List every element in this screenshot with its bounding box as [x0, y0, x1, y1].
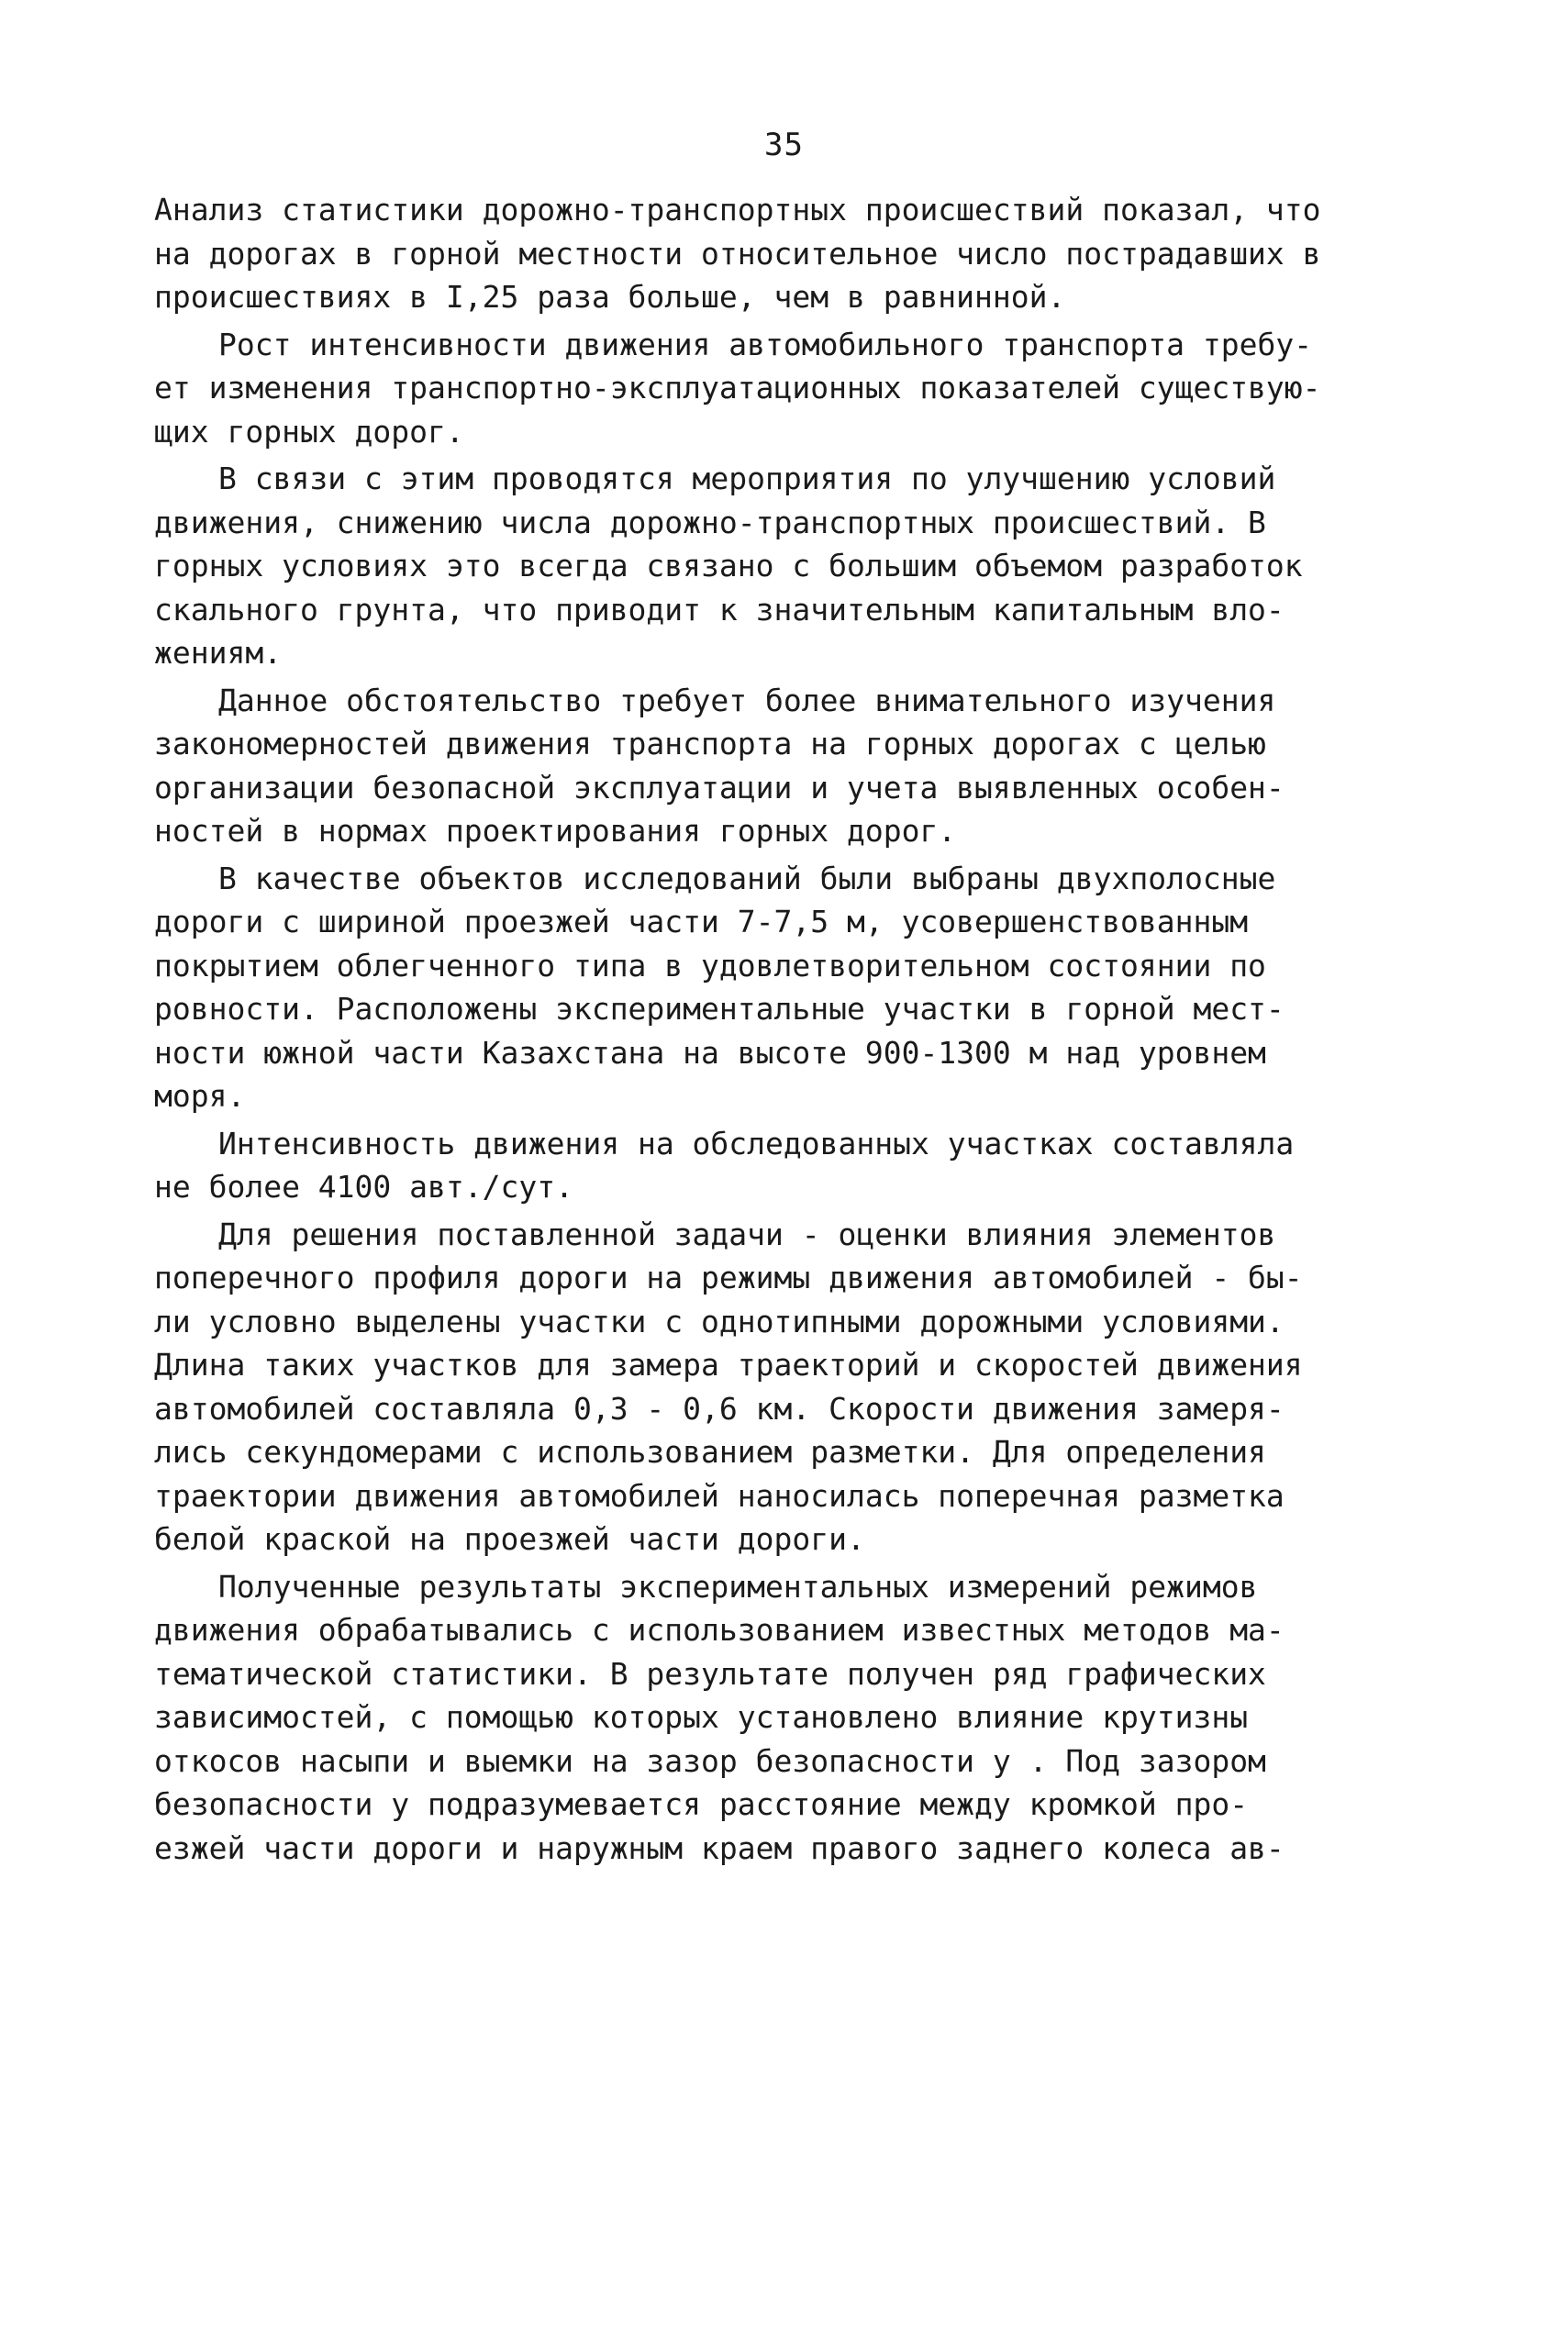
text-line: В связи с этим проводятся мероприятия по улучшению условий	[218, 461, 1276, 496]
text-line: моря.	[154, 1078, 246, 1114]
text-line: ности южной части Казахстана на высоте 900-1300 м над уровнем	[154, 1034, 1266, 1071]
paragraph	[154, 1213, 1329, 1562]
text-line: ровности. Расположены экспериментальные участки в горной мест-	[154, 991, 1284, 1027]
paragraph	[154, 1122, 1329, 1209]
text-line: ет изменения транспортно-эксплуатационных показателей существую-	[154, 370, 1321, 406]
text-line: ли условно выделены участки с однотипными дорожными условиями.	[154, 1303, 1284, 1339]
paragraph	[154, 457, 1329, 675]
text-line: безопасности y подразумевается расстояние между кромкой про-	[154, 1786, 1249, 1822]
text-line: закономерностей движения транспорта на горных дорогах с целью	[154, 726, 1266, 761]
text-line: Длина таких участков для замера траекторий и скоростей движения	[154, 1347, 1303, 1383]
text-line: тематической статистики. В результате получен ряд графических	[154, 1655, 1266, 1692]
text-line: организации безопасной эксплуатации и учета выявленных особен-	[154, 769, 1284, 806]
paragraph	[154, 857, 1329, 1118]
text-line: дороги с шириной проезжей части 7-7,5 м, усовершенствованным	[154, 904, 1249, 939]
document-body	[154, 188, 1329, 1873]
text-line: движения, снижению числа дорожно-транспортных происшествий. В	[154, 504, 1266, 540]
text-line: зависимостей, с помощью которых установлено влияние крутизны	[154, 1699, 1249, 1735]
text-line: Рост интенсивности движения автомобильного транспорта требу-	[218, 326, 1313, 362]
page-number: 35	[764, 127, 804, 163]
text-line: лись секундомерами с использованием разметки. Для определения	[154, 1434, 1266, 1470]
text-line: покрытием облегченного типа в удовлетворительном состоянии по	[154, 947, 1266, 984]
text-line: скального грунта, что приводит к значительным капитальным вло-	[154, 591, 1284, 628]
text-line: Интенсивность движения на обследованных участках составляла	[218, 1125, 1295, 1161]
text-line: траектории движения автомобилей наносилась поперечная разметка	[154, 1477, 1284, 1514]
text-line: жениям.	[154, 635, 283, 671]
text-line: откосов насыпи и выемки на зазор безопасности y . Под зазором	[154, 1742, 1266, 1779]
paragraph	[154, 1565, 1329, 1871]
paragraph	[154, 679, 1329, 853]
text-line: Анализ статистики дорожно-транспортных происшествий показал, что	[154, 192, 1321, 228]
text-line: щих горных дорог.	[154, 413, 464, 450]
text-line: белой краской на проезжей части дороги.	[154, 1521, 865, 1557]
text-line: Полученные результаты экспериментальных измерений режимов	[218, 1568, 1258, 1605]
text-line: Данное обстоятельство требует более внимательного изучения	[218, 682, 1276, 718]
text-line: движения обрабатывались с использованием известных методов ма-	[154, 1612, 1284, 1648]
text-line: на дорогах в горной местности относительное число пострадавших в	[154, 235, 1321, 272]
paragraph	[154, 323, 1329, 454]
text-line: происшествиях в I,25 раза больше, чем в равнинной.	[154, 279, 1066, 315]
text-line: поперечного профиля дороги на режимы движения автомобилей - бы-	[154, 1260, 1303, 1295]
text-line: езжей части дороги и наружным краем правого заднего колеса ав-	[154, 1829, 1284, 1866]
text-line: В качестве объектов исследований были выбраны двухполосные	[218, 860, 1276, 896]
text-line: не более 4100 авт./сут.	[154, 1169, 573, 1205]
paragraph	[154, 188, 1329, 319]
text-line: ностей в нормах проектирования горных дорог.	[154, 813, 957, 849]
text-line: автомобилей составляла 0,3 - 0,6 км. Скорости движения замеря-	[154, 1390, 1284, 1427]
text-line: горных условиях это всегда связано с большим объемом разработок	[154, 548, 1303, 584]
text-line: Для решения поставленной задачи - оценки влияния элементов	[218, 1216, 1276, 1252]
